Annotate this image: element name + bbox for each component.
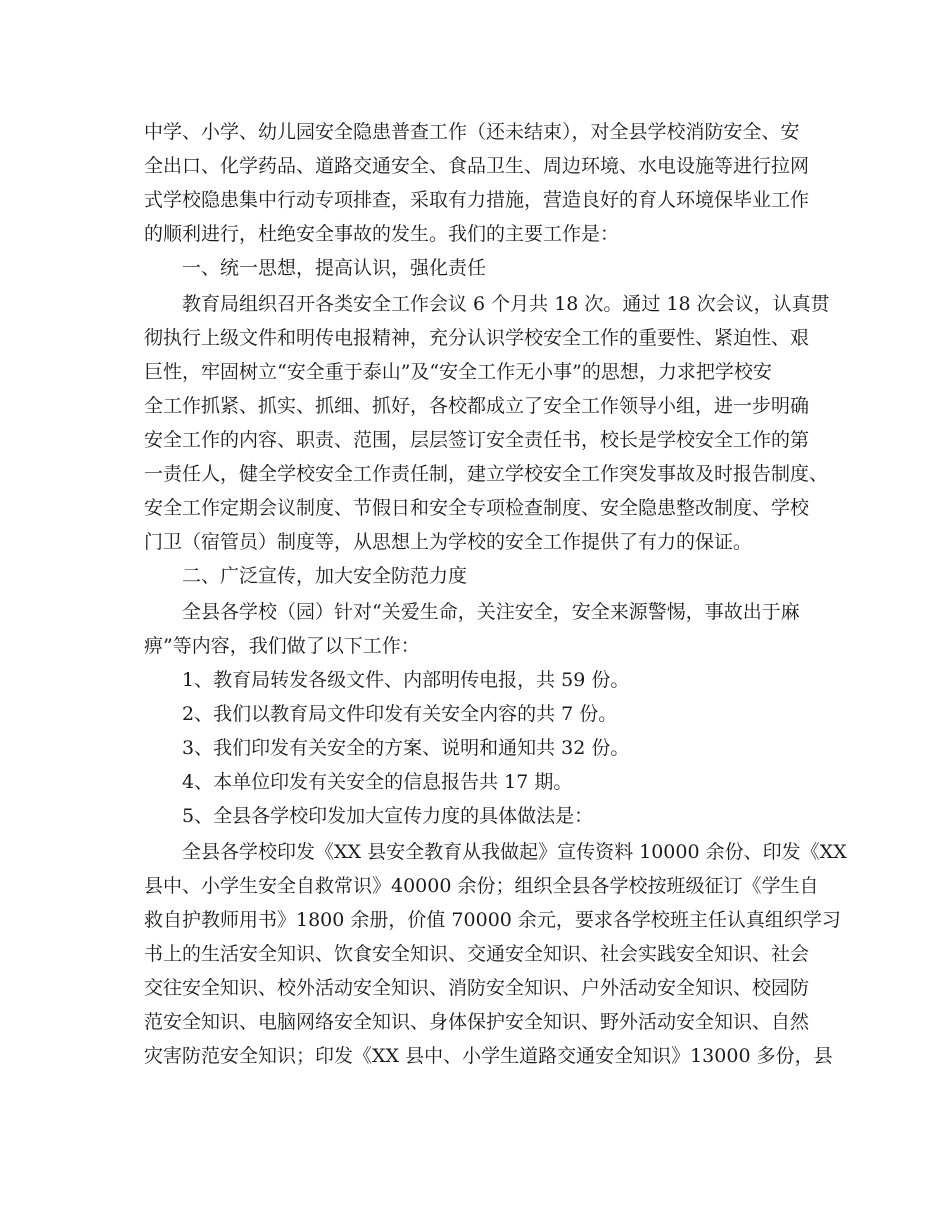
text-line: 全县各学校（园）针对“关爱生命，关注安全，安全来源警惕，事故出于麻 — [182, 601, 800, 623]
text-line: 门卫（宿管员）制度等，从思想上为学校的安全工作提供了有力的保证。 — [144, 531, 753, 553]
text-line: 全工作抓紧、抓实、抓细、抓好，各校都成立了安全工作领导小组，进一步明确 — [144, 395, 810, 417]
list-item: 1、教育局转发各级文件、内部明传电报，共 59 份。 — [182, 669, 630, 691]
text-line: 范安全知识、电脑网络安全知识、身体保护安全知识、野外活动安全知识、自然 — [144, 1011, 810, 1033]
text-line: 全县各学校印发《XX 县安全教育从我做起》宣传资料 10000 余份、印发《XX — [182, 841, 847, 863]
text-line: 的顺利进行，杜绝安全事故的发生。我们的主要工作是： — [144, 223, 620, 245]
text-line: 灾害防范安全知识；印发《XX 县中、小学生道路交通安全知识》13000 多份，县 — [144, 1045, 833, 1067]
text-line: 安全工作的内容、职责、范围，层层签订安全责任书，校长是学校安全工作的第 — [144, 429, 810, 451]
text-line: 救自护教师用书》1800 余册，价值 70000 余元，要求各学校班主任认真组织学习 — [144, 909, 841, 931]
text-line: 中学、小学、幼儿园安全隐患普查工作（还未结束），对全县学校消防安全、安 — [144, 121, 800, 143]
text-line: 县中、小学生安全自救常识》40000 余份；组织全县各学校按班级征订《学生自 — [144, 875, 819, 897]
text-line: 式学校隐患集中行动专项排查，采取有力措施，营造良好的育人环境保毕业工作 — [144, 189, 810, 211]
text-line: 痹”等内容，我们做了以下工作： — [144, 635, 420, 657]
text-line: 巨性，牢固树立“安全重于泰山”及“安全工作无小事”的思想，力求把学校安 — [144, 361, 772, 383]
list-item: 2、我们以教育局文件印发有关安全内容的共 7 份。 — [182, 703, 618, 725]
text-line: 彻执行上级文件和明传电报精神，充分认识学校安全工作的重要性、紧迫性、艰 — [144, 327, 810, 349]
section-heading: 二、广泛宣传，加大安全防范力度 — [182, 565, 468, 587]
text-line: 全出口、化学药品、道路交通安全、食品卫生、周边环境、水电设施等进行拉网 — [144, 155, 810, 177]
list-item: 5、全县各学校印发加大宣传力度的具体做法是： — [182, 805, 594, 827]
text-line: 交往安全知识、校外活动安全知识、消防安全知识、户外活动安全知识、校园防 — [144, 977, 810, 999]
list-item: 3、我们印发有关安全的方案、说明和通知共 32 份。 — [182, 737, 630, 759]
text-line: 一责任人，健全学校安全工作责任制，建立学校安全工作突发事故及时报告制度、 — [144, 463, 829, 485]
list-item: 4、本单位印发有关安全的信息报告共 17 期。 — [182, 771, 573, 793]
section-heading: 一、统一思想，提高认识，强化责任 — [182, 257, 487, 279]
text-line: 安全工作定期会议制度、节假日和安全专项检查制度、安全隐患整改制度、学校 — [144, 497, 810, 519]
text-line: 教育局组织召开各类安全工作会议 6 个月共 18 次。通过 18 次会议，认真贯 — [182, 293, 830, 315]
text-line: 书上的生活安全知识、饮食安全知识、交通安全知识、社会实践安全知识、社会 — [144, 943, 810, 965]
